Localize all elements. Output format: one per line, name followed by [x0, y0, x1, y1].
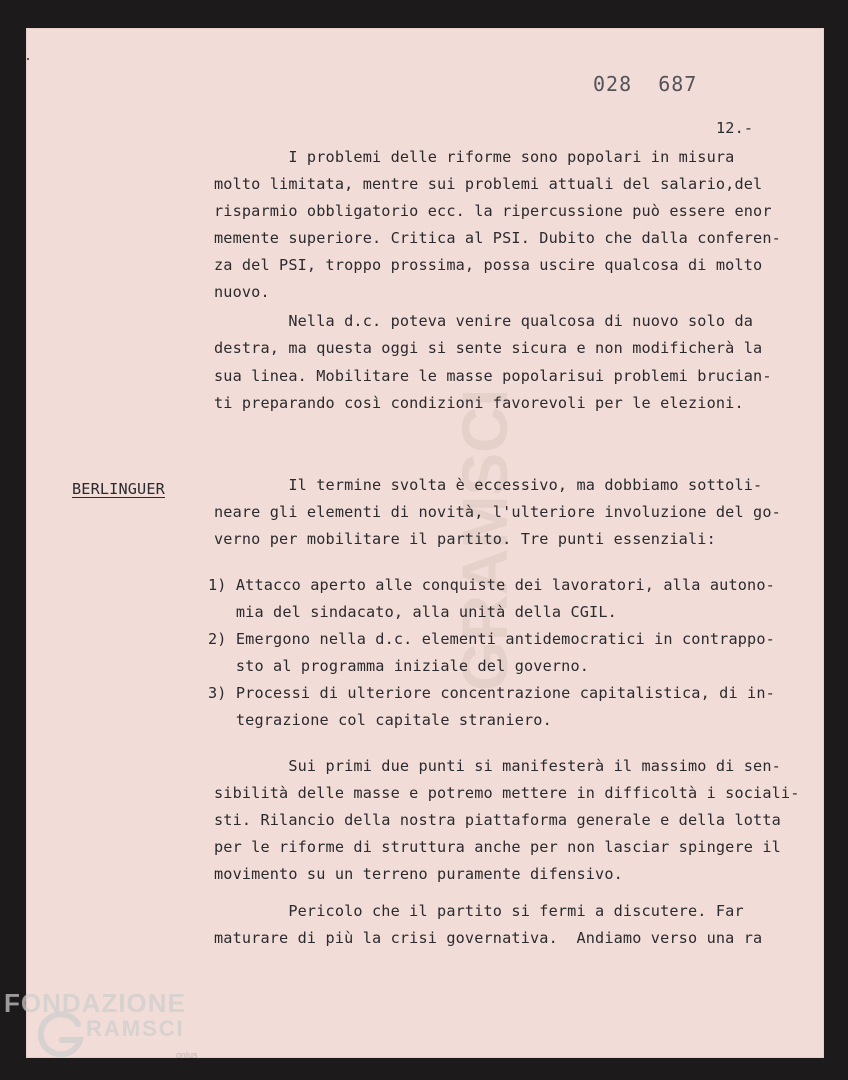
text-line: Sui primi due punti si manifesterà il massimo di sen- — [214, 757, 781, 775]
text-line: memente superiore. Critica al PSI. Dubito che dalla conferen- — [214, 229, 781, 247]
text-line: Pericolo che il partito si fermi a discutere. Far — [214, 902, 744, 920]
archive-number: 028 687 — [593, 72, 698, 96]
text-line: risparmio obbligatorio ecc. la ripercussione può essere enor — [214, 202, 772, 220]
text-line: molto limitata, mentre sui problemi attuali del salario,del — [214, 175, 763, 193]
logo-line3: onlus — [176, 1050, 198, 1060]
list-item: 2) Emergono nella d.c. elementi antidemocratici in contrappo- — [208, 630, 775, 648]
page-number: 12.- — [716, 119, 754, 137]
list-item: 3) Processi di ulteriore concentrazione capitalistica, di in- — [208, 684, 775, 702]
text-line: destra, ma questa oggi si sente sicura e non modificherà la — [214, 339, 763, 357]
text-line: ti preparando così condizioni favorevoli per le elezioni. — [214, 394, 744, 412]
text-line: verno per mobilitare il partito. Tre punti essenziali: — [214, 530, 716, 548]
logo-line1: FONDAZIONE — [4, 988, 186, 1018]
text-line: Nella d.c. poteva venire qualcosa di nuovo solo da — [214, 312, 754, 330]
page-watermark: GRAMSCI — [449, 388, 521, 692]
speaker-label: BERLINGUER — [72, 480, 165, 498]
text-line: sti. Rilancio della nostra piattaforma generale e della lotta — [214, 811, 781, 829]
text-line: neare gli elementi di novità, l'ulteriore involuzione del go- — [214, 503, 781, 521]
text-line: sibilità delle masse e potremo mettere in difficoltà i sociali- — [214, 784, 800, 802]
logo-line2: RAMSCI — [86, 1016, 185, 1041]
text-line: sua linea. Mobilitare le masse popolarisui problemi brucian- — [214, 367, 772, 385]
list-item: 1) Attacco aperto alle conquiste dei lavoratori, alla autono- — [208, 576, 775, 594]
foundation-logo — [4, 988, 214, 1068]
edge-mark — [27, 58, 29, 60]
text-line: za del PSI, troppo prossima, possa uscire qualcosa di molto — [214, 256, 763, 274]
g-logo-icon — [34, 1010, 86, 1062]
text-line: Il termine svolta è eccessivo, ma dobbiamo sottoli- — [214, 476, 763, 494]
text-line: maturare di più la crisi governativa. Andiamo verso una ra — [214, 929, 763, 947]
list-item: tegrazione col capitale straniero. — [208, 711, 552, 729]
text-line: per le riforme di struttura anche per non lasciar spingere il — [214, 838, 781, 856]
list-item: mia del sindacato, alla unità della CGIL. — [208, 603, 617, 621]
text-line: nuovo. — [214, 283, 270, 301]
text-line: movimento su un terreno puramente difensivo. — [214, 865, 623, 883]
text-line: I problemi delle riforme sono popolari in misura — [214, 148, 735, 166]
list-item: sto al programma iniziale del governo. — [208, 657, 590, 675]
